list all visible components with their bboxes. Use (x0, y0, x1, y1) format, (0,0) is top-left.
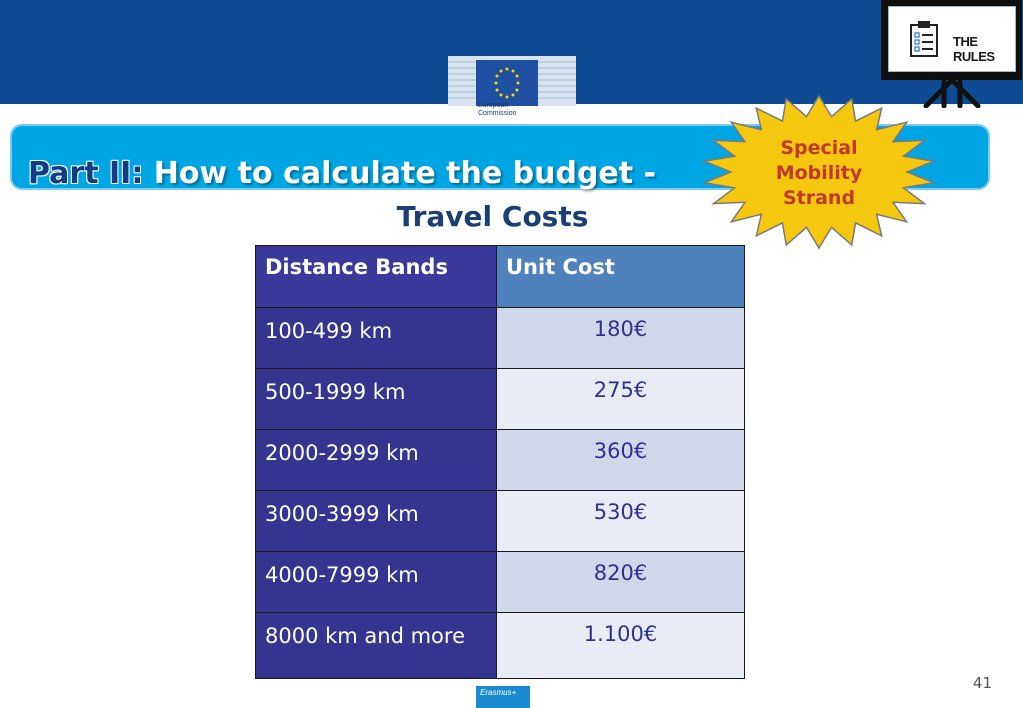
erasmus-plus-text: Erasmus+ (480, 688, 517, 697)
column-header-cost: Unit Cost (497, 246, 745, 308)
clipboard-checklist-icon (909, 21, 939, 57)
table-header-row (256, 246, 745, 308)
table-row (256, 430, 745, 491)
slide-subtitle: Travel Costs (396, 200, 589, 233)
table-row (256, 369, 745, 430)
column-header-distance: Distance Bands (256, 246, 497, 308)
table-row (256, 308, 745, 369)
distance-band-cell: 3000-3999 km (256, 491, 497, 552)
distance-band-cell: 2000-2999 km (256, 430, 497, 491)
travel-costs-table (255, 245, 745, 679)
unit-cost-cell: 275€ (497, 369, 745, 430)
erasmus-plus-logo (476, 686, 530, 708)
title-prefix: Part II: (28, 156, 144, 191)
european-commission-text: European Commission (478, 102, 517, 117)
unit-cost-cell: 360€ (497, 430, 745, 491)
page-number: 41 (972, 674, 992, 692)
unit-cost-cell: 820€ (497, 552, 745, 613)
unit-cost-cell: 530€ (497, 491, 745, 552)
rules-sign (881, 0, 1022, 80)
title-rest: How to calculate the budget - (153, 156, 657, 191)
slide-title (28, 156, 656, 191)
table-row (256, 552, 745, 613)
starburst-label: Special Mobility Strand (775, 137, 863, 209)
unit-cost-cell: 1.100€ (497, 613, 745, 679)
distance-band-cell: 8000 km and more (256, 613, 497, 679)
unit-cost-cell: 180€ (497, 308, 745, 369)
table-row (256, 613, 745, 679)
distance-band-cell: 4000-7999 km (256, 552, 497, 613)
table-row (256, 491, 745, 552)
distance-band-cell: 500-1999 km (256, 369, 497, 430)
distance-band-cell: 100-499 km (256, 308, 497, 369)
rules-title: THE RULES (953, 34, 995, 64)
